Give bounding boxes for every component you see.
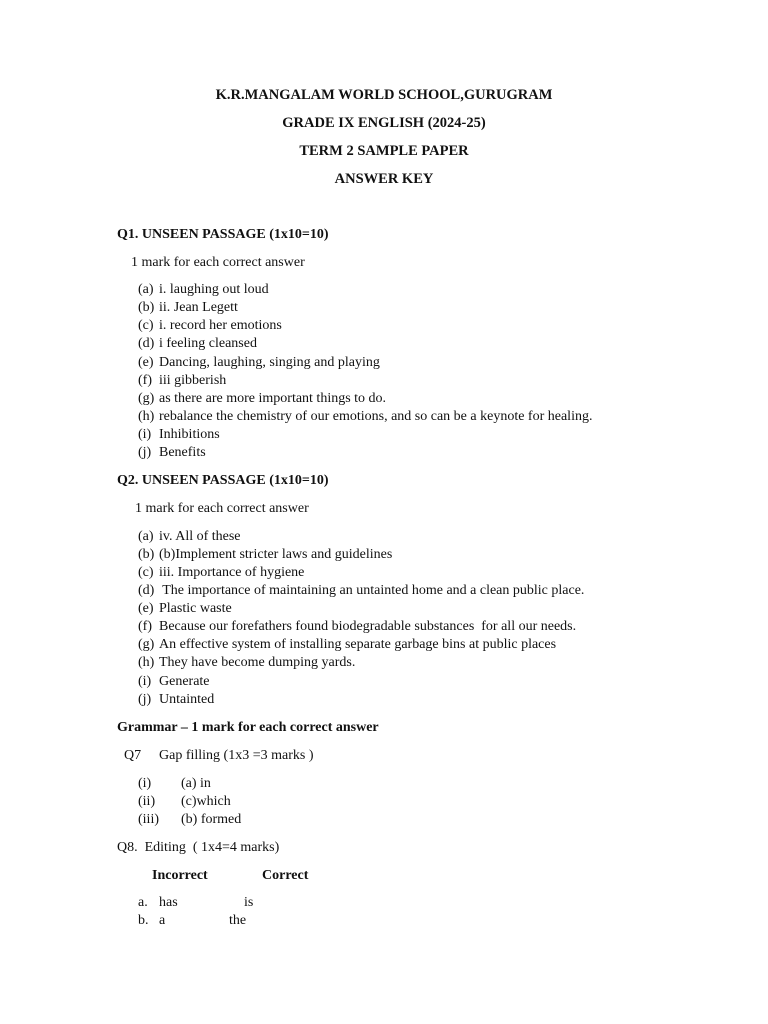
q2-answer-d: (d) The importance of maintaining an untainted home and a clean public place. (138, 583, 585, 598)
school-name: K.R.MANGALAM WORLD SCHOOL,GURUGRAM (215, 87, 553, 103)
q2-answer-i: (i) Generate (138, 674, 210, 689)
q1-answer-a: (a) i. laughing out loud (138, 282, 269, 297)
q2-answer-a: (a) iv. All of these (138, 529, 241, 544)
q7-answer-iii: (iii) (b) formed (138, 812, 242, 827)
grade-title: GRADE IX ENGLISH (2024-25) (282, 115, 486, 131)
q7-number: Q7 (124, 748, 142, 763)
q1-answer-e: (e) Dancing, laughing, singing and playing (138, 355, 380, 370)
q2-answer-c: (c) iii. Importance of hygiene (138, 565, 305, 580)
q2-note: 1 mark for each correct answer (135, 501, 309, 516)
q2-answer-f: (f) Because our forefathers found biodegradable substances for all our needs. (138, 619, 577, 634)
q8-row-b: b. a the (138, 913, 247, 928)
q1-answer-i: (i) Inhibitions (138, 427, 220, 442)
q2-answer-h: (h) They have become dumping yards. (138, 655, 356, 670)
q1-answer-b: (b) ii. Jean Legett (138, 300, 238, 315)
q1-answer-c: (c) i. record her emotions (138, 318, 282, 333)
q1-answer-j: (j) Benefits (138, 445, 206, 460)
q2-answer-e: (e) Plastic waste (138, 601, 232, 616)
q7-answer-i: (i) (a) in (138, 776, 211, 791)
q2-heading: Q2. UNSEEN PASSAGE (1x10=10) (117, 473, 329, 488)
q1-answer-h: (h) rebalance the chemistry of our emotions, and so can be a keynote for healing. (138, 409, 593, 424)
term-title: TERM 2 SAMPLE PAPER (299, 143, 469, 159)
q8-row-a: a. has is (138, 895, 254, 910)
q7-answer-ii: (ii) (c)which (138, 794, 231, 809)
q2-answer-b: (b) (b)Implement stricter laws and guidelines (138, 547, 393, 562)
q8-title: Q8. Editing ( 1x4=4 marks) (117, 840, 280, 855)
grammar-heading: Grammar – 1 mark for each correct answer (117, 720, 379, 735)
answer-key-title: ANSWER KEY (334, 171, 434, 187)
q1-answer-f: (f) iii gibberish (138, 373, 227, 388)
q1-heading: Q1. UNSEEN PASSAGE (1x10=10) (117, 227, 329, 242)
q8-col-correct: Correct (262, 868, 309, 883)
q8-col-incorrect: Incorrect (152, 868, 208, 883)
q2-answer-j: (j) Untainted (138, 692, 215, 707)
q2-answer-g: (g) An effective system of installing separate garbage bins at public places (138, 637, 557, 652)
q7-title: Gap filling (1x3 =3 marks ) (159, 748, 314, 763)
q1-answer-g: (g) as there are more important things to do. (138, 391, 387, 406)
q1-note: 1 mark for each correct answer (131, 255, 305, 270)
q1-answer-d: (d) i feeling cleansed (138, 336, 257, 351)
